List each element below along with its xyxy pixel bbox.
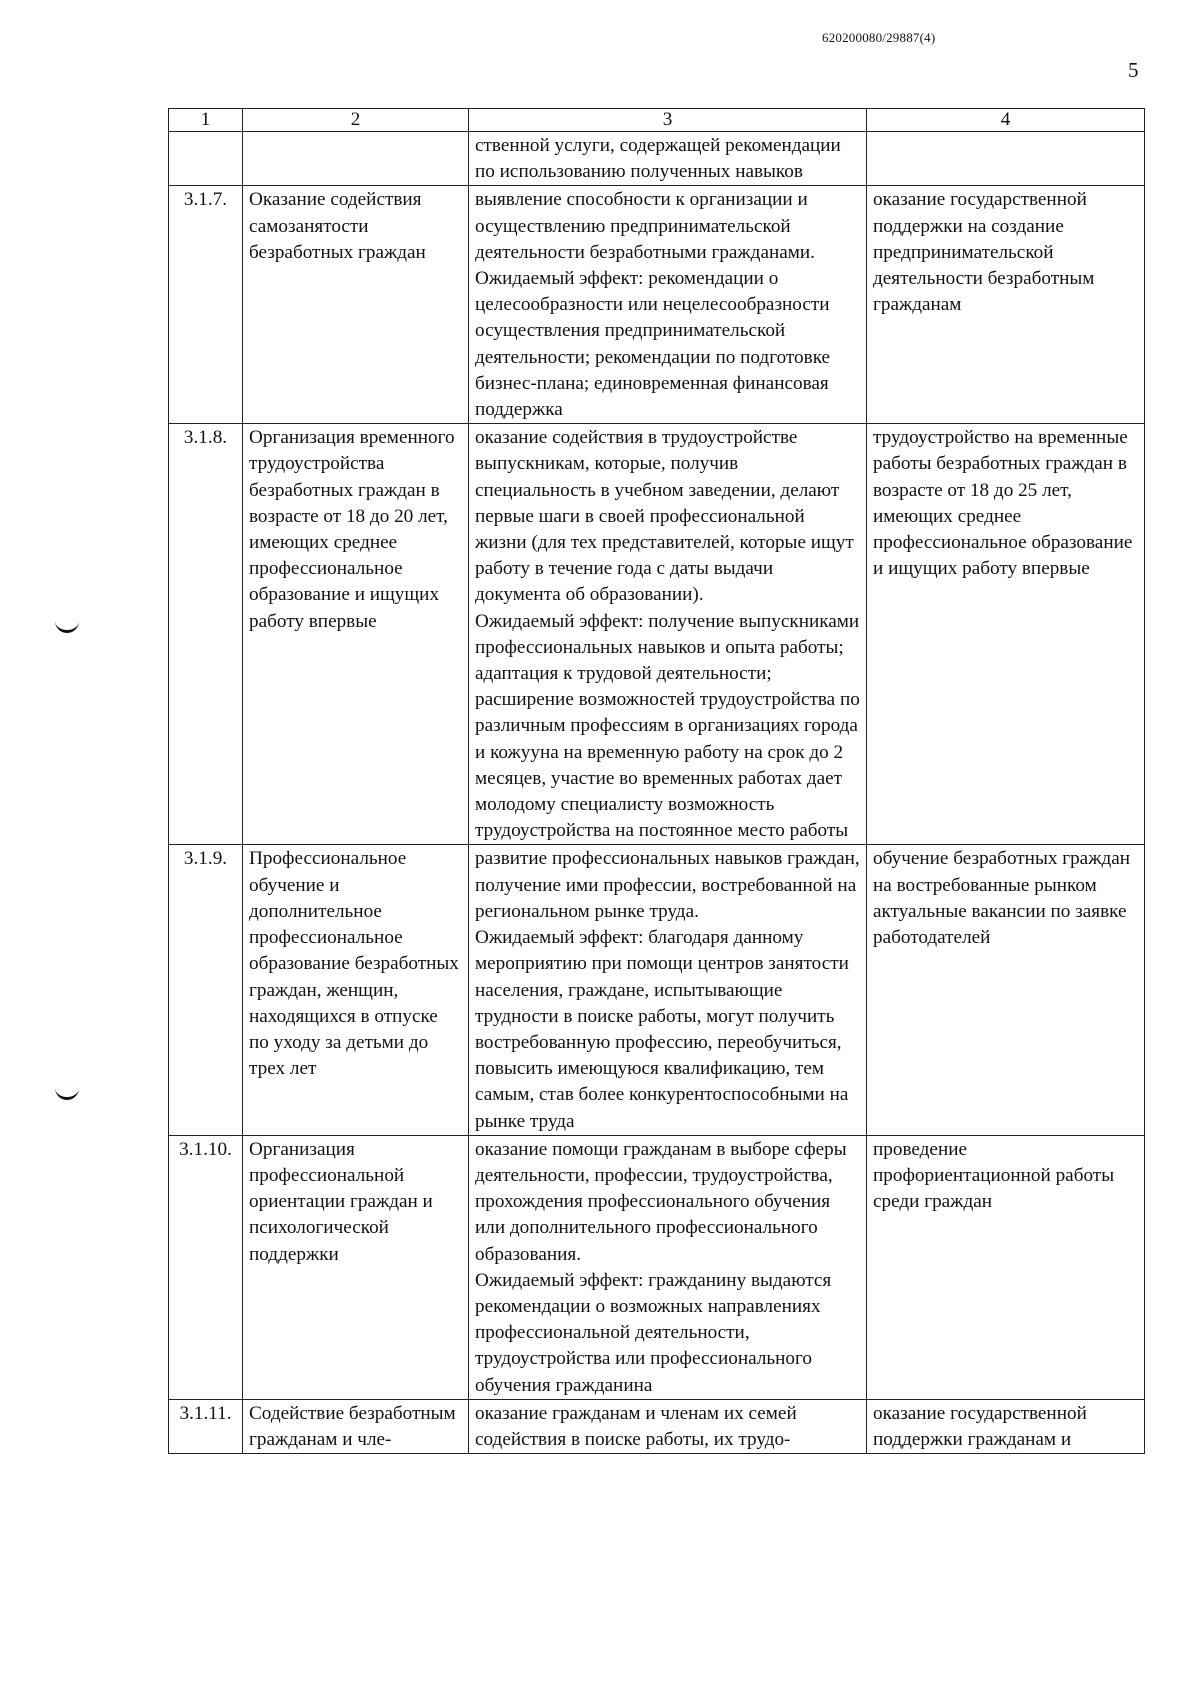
- measure-result: проведение профориентационной работы среди граждан: [867, 1135, 1145, 1399]
- measure-name: Оказание содействия самозанятости безработных граждан: [243, 186, 469, 424]
- measure-description: развитие профессиональных навыков граждан, получение ими профессии, востребованной на региональном рынке труда.: [475, 848, 860, 922]
- table-row: [169, 132, 1145, 186]
- row-number: 3.1.8.: [169, 424, 243, 845]
- measure-description-cell: [469, 845, 867, 1135]
- column-header: 4: [867, 109, 1145, 132]
- column-header: 1: [169, 109, 243, 132]
- measure-description-cell: [469, 1135, 867, 1399]
- expected-effect: Ожидаемый эффект: благодаря данному мероприятию при помощи центров занятости населения, граждане, испытывающие трудности в поиске работы, могут получить востребованную профессию, переобучиться, повысить имеющуюся квалификацию, тем самым, став более конкурентоспособными на рынке труда: [475, 927, 849, 1132]
- measure-description-cell: [469, 424, 867, 845]
- margin-mark: [55, 1087, 79, 1100]
- measures-table: [168, 108, 1145, 1454]
- measure-result: оказание государственной поддержки на создание предпринимательской деятельности безработным гражданам: [867, 186, 1145, 424]
- table-row: [169, 186, 1145, 424]
- measure-name: Организация временного трудоустройства безработных граждан в возрасте от 18 до 20 лет, имеющих среднее профессиональное образование и ищущих работу впервые: [243, 424, 469, 845]
- measure-result: трудоустройство на временные работы безработных граждан в возрасте от 18 до 25 лет, имеющих среднее профессиональное образование и ищущих работу впервые: [867, 424, 1145, 845]
- row-number: 3.1.11.: [169, 1399, 243, 1453]
- table-row: [169, 845, 1145, 1135]
- table-row: [169, 1399, 1145, 1453]
- measure-name: Профессиональное обучение и дополнительное профессиональное образование безработных граждан, женщин, находящихся в отпуске по уходу за детьми до трех лет: [243, 845, 469, 1135]
- measure-name: Содействие безработным гражданам и чле-: [243, 1399, 469, 1453]
- measure-description: выявление способности к организации и осуществлению предпринимательской деятельности безработными гражданами.: [475, 189, 815, 263]
- measure-description-cell: [469, 1399, 867, 1453]
- expected-effect: Ожидаемый эффект: гражданину выдаются рекомендации о возможных направлениях профессиональной деятельности, трудоустройства или профессионального обучения гражданина: [475, 1269, 832, 1396]
- expected-effect: Ожидаемый эффект: получение выпускниками профессиональных навыков и опыта работы; адаптация к трудовой деятельности; расширение возможностей трудоустройства по различным профессиям в организациях города и кожууна на временную работу на срок до 2 месяцев, участие во временных работах дает молодому специалисту возможность трудоустройства на постоянное место работы: [475, 610, 860, 842]
- measure-description: ственной услуги, содержащей рекомендации по использованию полученных навыков: [469, 132, 867, 186]
- page-number: 5: [1128, 58, 1139, 82]
- measure-description-cell: [469, 186, 867, 424]
- measure-result: [867, 132, 1145, 186]
- column-header: 3: [469, 109, 867, 132]
- row-number: 3.1.7.: [169, 186, 243, 424]
- row-number: 3.1.9.: [169, 845, 243, 1135]
- row-number: [169, 132, 243, 186]
- measure-description: оказание гражданам и членам их семей содействия в поиске работы, их трудо-: [475, 1402, 797, 1450]
- measure-name: Организация профессиональной ориентации граждан и психологической поддержки: [243, 1135, 469, 1399]
- measure-name: [243, 132, 469, 186]
- table-row: [169, 1135, 1145, 1399]
- expected-effect: Ожидаемый эффект: рекомендации о целесообразности или нецелесообразности осуществления предпринимательской деятельности; рекомендации по подготовке бизнес-плана; единовременная финансовая поддержка: [475, 268, 831, 421]
- measure-result: оказание государственной поддержки гражданам и: [867, 1399, 1145, 1453]
- margin-mark: [55, 620, 79, 633]
- measure-description: оказание содействия в трудоустройстве выпускникам, которые, получив специальность в учебном заведении, делают первые шаги в своей профессиональной жизни (для тех представителей, которые ищут работу в течение года с даты выдачи документа об образовании).: [475, 427, 854, 606]
- row-number: 3.1.10.: [169, 1135, 243, 1399]
- table-row: [169, 424, 1145, 845]
- table-header-row: [169, 109, 1145, 132]
- measure-result: обучение безработных граждан на востребованные рынком актуальные вакансии по заявке работодателей: [867, 845, 1145, 1135]
- measure-description: оказание помощи гражданам в выборе сферы деятельности, профессии, трудоустройства, прохождения профессионального обучения или дополнительного профессионального образования.: [475, 1138, 847, 1265]
- column-header: 2: [243, 109, 469, 132]
- document-code: 620200080/29887(4): [822, 30, 936, 45]
